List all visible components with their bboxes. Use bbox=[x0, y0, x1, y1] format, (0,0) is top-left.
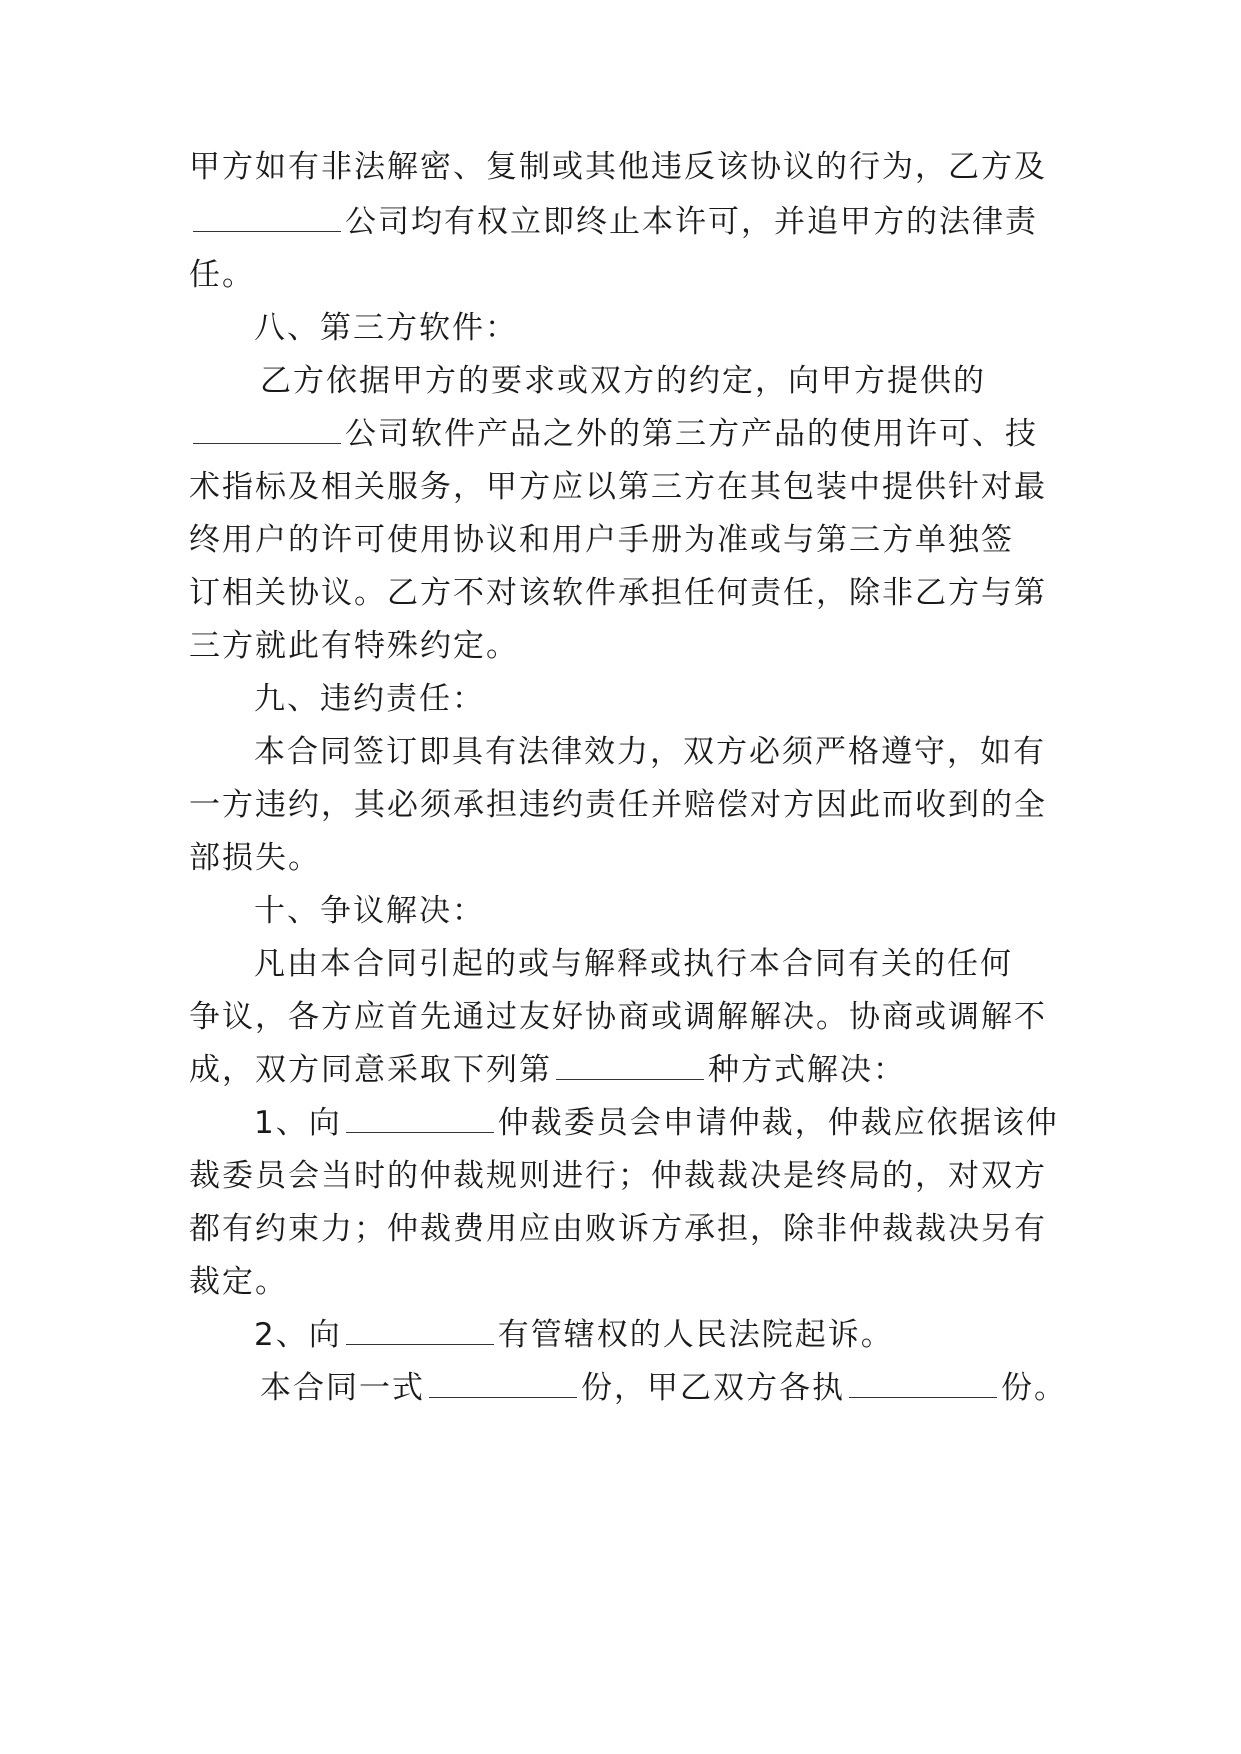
fill-in-blank[interactable] bbox=[849, 1369, 997, 1398]
text-segment: 公司均有权立即终止本许可，并追甲方的法律责 bbox=[345, 204, 1038, 240]
fill-in-blank[interactable] bbox=[556, 1051, 704, 1080]
text-segment: 终用户的许可使用协议和用户手册为准或与第三方单独签 bbox=[189, 522, 1014, 558]
text-line bbox=[260, 1368, 1067, 1408]
text-segment: 本合同一式 bbox=[260, 1370, 425, 1406]
text-line bbox=[189, 467, 1047, 507]
text-line bbox=[189, 1050, 906, 1090]
text-line bbox=[189, 997, 1047, 1037]
text-line bbox=[260, 361, 986, 401]
text-segment: 都有约束力；仲裁费用应由败诉方承担，除非仲裁裁决另有 bbox=[189, 1211, 1047, 1247]
text-line bbox=[189, 147, 1047, 187]
text-segment: 本合同签订即具有法律效力，双方必须严格遵守，如有 bbox=[254, 734, 1046, 770]
section-heading bbox=[254, 679, 485, 719]
text-segment: 三方就此有特殊约定。 bbox=[189, 628, 519, 664]
section-heading bbox=[254, 891, 485, 931]
text-segment: 订相关协议。乙方不对该软件承担任何责任，除非乙方与第 bbox=[189, 575, 1047, 611]
text-segment: 裁定。 bbox=[189, 1264, 288, 1300]
text-segment: 部损失。 bbox=[189, 840, 321, 876]
fill-in-blank[interactable] bbox=[193, 203, 341, 232]
text-segment: 甲方如有非法解密、复制或其他违反该协议的行为，乙方及 bbox=[189, 149, 1047, 185]
text-segment: 有管辖权的人民法院起诉。 bbox=[497, 1317, 894, 1353]
text-line bbox=[189, 785, 1047, 825]
text-segment: 凡由本合同引起的或与解释或执行本合同有关的任何 bbox=[254, 946, 1013, 982]
text-line bbox=[189, 626, 519, 666]
text-segment: 八、第三方软件： bbox=[254, 310, 518, 346]
text-line bbox=[189, 520, 1014, 560]
text-segment: 份。 bbox=[1001, 1370, 1067, 1406]
text-line bbox=[189, 573, 1047, 613]
text-line bbox=[254, 1315, 894, 1355]
text-segment: 成，双方同意采取下列第 bbox=[189, 1052, 552, 1088]
text-segment: 术指标及相关服务，甲方应以第三方在其包装中提供针对最 bbox=[189, 469, 1047, 505]
text-segment: 份，甲乙双方各执 bbox=[581, 1370, 845, 1406]
text-line bbox=[189, 202, 1038, 242]
section-heading bbox=[254, 308, 518, 348]
text-line bbox=[254, 732, 1046, 772]
fill-in-blank[interactable] bbox=[193, 415, 341, 444]
text-segment: 争议，各方应首先通过友好协商或调解解决。协商或调解不 bbox=[189, 999, 1047, 1035]
text-segment: 2、向 bbox=[254, 1317, 342, 1353]
text-segment: 乙方依据甲方的要求或双方的约定，向甲方提供的 bbox=[260, 363, 986, 399]
text-line bbox=[189, 1156, 1047, 1196]
text-segment: 种方式解决： bbox=[708, 1052, 906, 1088]
text-segment: 任。 bbox=[189, 257, 255, 293]
fill-in-blank[interactable] bbox=[429, 1369, 577, 1398]
fill-in-blank[interactable] bbox=[346, 1104, 494, 1133]
text-line bbox=[189, 838, 321, 878]
text-segment: 仲裁委员会申请仲裁，仲裁应依据该仲 bbox=[497, 1105, 1059, 1141]
text-line bbox=[189, 414, 1038, 454]
text-line bbox=[189, 255, 255, 295]
text-segment: 一方违约，其必须承担违约责任并赔偿对方因此而收到的全 bbox=[189, 787, 1047, 823]
text-segment: 公司软件产品之外的第三方产品的使用许可、技 bbox=[345, 416, 1038, 452]
text-line bbox=[189, 1262, 288, 1302]
fill-in-blank[interactable] bbox=[346, 1316, 494, 1345]
text-line bbox=[189, 1209, 1047, 1249]
text-line bbox=[254, 944, 1013, 984]
text-segment: 十、争议解决： bbox=[254, 893, 485, 929]
text-segment: 1、向 bbox=[254, 1105, 342, 1141]
text-segment: 九、违约责任： bbox=[254, 681, 485, 717]
text-segment: 裁委员会当时的仲裁规则进行；仲裁裁决是终局的，对双方 bbox=[189, 1158, 1047, 1194]
text-line bbox=[254, 1103, 1059, 1143]
